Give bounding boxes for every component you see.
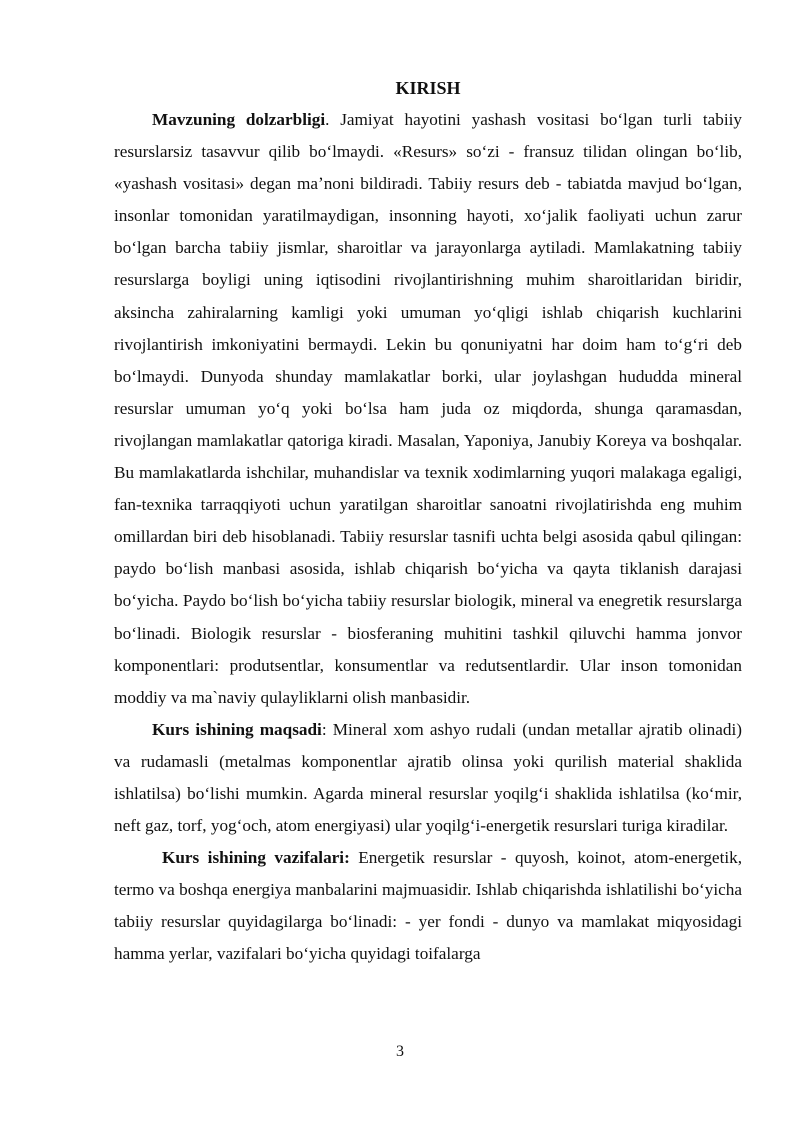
page-title: KIRISH xyxy=(395,78,461,98)
paragraph-heading-goal: Kurs ishining maqsadi xyxy=(152,719,322,739)
paragraph-goal xyxy=(114,714,742,842)
paragraph-text-goal: : Mineral xom ashyo rudali (undan metallar ajratib olinadi) va rudamasli (metalmas komponentlar ajratib olinsa yoki qurilish material shaklida ishlatilsa) boʻlishi mumkin. Agarda mineral resurslar yoqilgʻi shaklida ishlatilsa (koʻmir, neft gaz, torf, yogʻoch, atom energiyasi) ular yoqilgʻi-energetik resurslari turiga kiradilar. xyxy=(114,719,742,836)
paragraph-heading-relevance: Mavzuning dolzarbligi xyxy=(152,110,326,129)
paragraph-relevance xyxy=(114,104,742,714)
paragraph-text-tasks: Energetik resurslar - quyosh, koinot, atom-energetik, termo va boshqa energiya manbalarini majmuasidir. Ishlab chiqarishda ishlatilishi boʻyicha tabiiy resurslar quyidagilarga boʻlinadi: - yer fondi - dunyo va mamlakat miqyosidagi hamma yerlar, vazifalari boʻyicha quyidagi toifalarga xyxy=(114,848,743,964)
document-page xyxy=(114,72,742,971)
page-number: 3 xyxy=(396,1043,404,1060)
paragraph-tasks xyxy=(114,842,742,970)
paragraph-text-relevance: . Jamiyat hayotini yashash vositasi boʻlgan turli tabiiy resurslarsiz tasavvur qilib boʻlmaydi. «Resurs» soʻzi - fransuz tilidan olingan boʻlib, «yashash vositasi» degan maʼnoni bildiradi. Tabiiy resurs deb - tabiatda mavjud boʻlgan, insonlar tomonidan yaratilmaydigan, insonning hayoti, xoʻjalik faoliyati uchun zarur boʻlgan barcha tabiiy jismlar, sharoitlar va jarayonlarga aytiladi. Mamlakatning tabiiy resurslarga boyligi uning iqtisodini rivojlantirishning muhim sharoitlaridan biridir, aksincha zahiralarning kamligi yoki umuman yoʻqligi ishlab chiqarish kuchlarini rivojlantirish imkoniyatini bermaydi. Lekin bu qonuniyatni har doim ham toʻgʻri deb boʻlmaydi. Dunyoda shunday mamlakatlar borki, ular joylashgan hududda mineral resurslar umuman yoʻq yoki boʻlsa ham juda oz miqdorda, shunga qaramasdan, rivojlangan mamlakatlar qatoriga kiradi. Masalan, Yaponiya, Janubiy Koreya va boshqalar. Bu mamlakatlarda ishchilar, muhandislar va texnik xodimlarning yuqori malakaga egaligi, fan-texnika tarraqqiyoti uchun yaratilgan sharoitlar sanoatni rivojlatirishda eng muhim omillardan biri deb hisoblanadi. Tabiiy resurslar tasnifi uchta belgi asosida qabul qilingan: paydo boʻlish manbasi asosida, ishlab chiqarish boʻyicha va qayta tiklanish darajasi boʻyicha. Paydo boʻlish boʻyicha tabiiy resurslar biologik, mineral va enegretik resurslarga boʻlinadi. Biologik resurslar - biosferaning muhitini tashkil qiluvchi hamma jonvor komponentlari: produtsentlar, konsumentlar va redutsentlardir. Ular inson tomonidan moddiy va ma`naviy qulayliklarni olish manbasidir. xyxy=(114,110,742,707)
paragraph-heading-tasks: Kurs ishining vazifalari: xyxy=(162,848,350,868)
